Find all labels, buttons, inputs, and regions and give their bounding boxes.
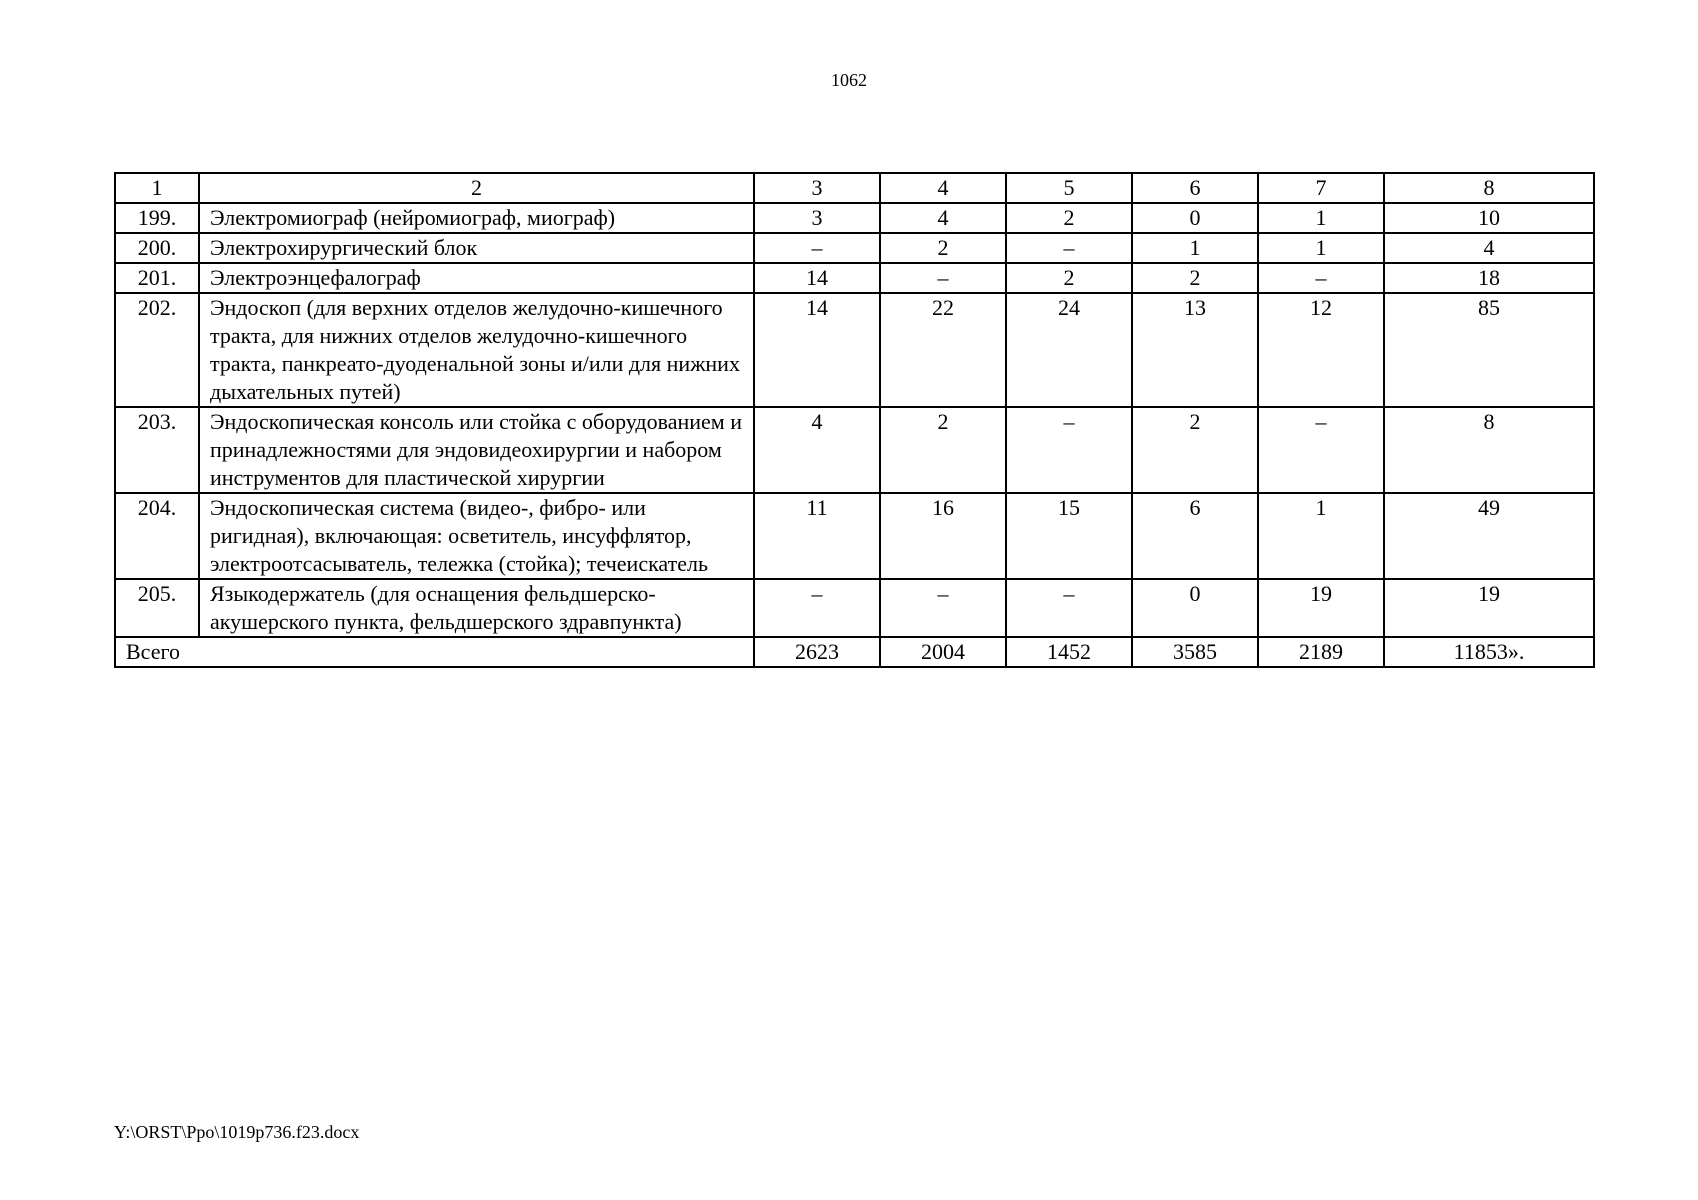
row-value: 4 [880, 203, 1006, 233]
row-value: 2 [1132, 407, 1258, 493]
header-cell: 7 [1258, 173, 1384, 203]
row-value: 16 [880, 493, 1006, 579]
row-value: 0 [1132, 579, 1258, 637]
row-value: – [1006, 579, 1132, 637]
row-value: – [1258, 407, 1384, 493]
header-cell: 1 [115, 173, 199, 203]
row-value: 14 [754, 263, 880, 293]
header-cell: 3 [754, 173, 880, 203]
row-total: 49 [1384, 493, 1594, 579]
row-value: 11 [754, 493, 880, 579]
row-total: 18 [1384, 263, 1594, 293]
grand-total: 11853». [1384, 637, 1594, 667]
table-header-row [115, 173, 1594, 203]
table-row [115, 579, 1594, 637]
row-value: 24 [1006, 293, 1132, 407]
table-row [115, 233, 1594, 263]
page-number: 1062 [831, 70, 867, 90]
total-value: 2623 [754, 637, 880, 667]
row-total: 19 [1384, 579, 1594, 637]
row-value: 22 [880, 293, 1006, 407]
header-cell: 6 [1132, 173, 1258, 203]
row-number: 201. [115, 263, 199, 293]
table-row [115, 493, 1594, 579]
row-number: 200. [115, 233, 199, 263]
row-total: 4 [1384, 233, 1594, 263]
row-value: 6 [1132, 493, 1258, 579]
row-number: 203. [115, 407, 199, 493]
table-total-row [115, 637, 1594, 667]
row-total: 85 [1384, 293, 1594, 407]
table-row [115, 203, 1594, 233]
row-name: Эндоскоп (для верхних отделов желудочно-кишечного тракта, для нижних отделов желудочно-кишечного тракта, панкреато-дуоденальной зоны и/или для нижних дыхательных путей) [199, 293, 754, 407]
row-total: 10 [1384, 203, 1594, 233]
table-row [115, 293, 1594, 407]
row-value: 1 [1132, 233, 1258, 263]
row-value: 2 [880, 233, 1006, 263]
total-label: Всего [115, 637, 754, 667]
total-value: 1452 [1006, 637, 1132, 667]
row-number: 199. [115, 203, 199, 233]
footer-file-path: Y:\ORST\Ppo\1019p736.f23.docx [114, 1122, 360, 1142]
row-total: 8 [1384, 407, 1594, 493]
row-number: 204. [115, 493, 199, 579]
row-value: 0 [1132, 203, 1258, 233]
total-value: 3585 [1132, 637, 1258, 667]
row-value: 2 [880, 407, 1006, 493]
row-value: 4 [754, 407, 880, 493]
row-value: 12 [1258, 293, 1384, 407]
table-row [115, 407, 1594, 493]
row-value: 14 [754, 293, 880, 407]
row-name: Электромиограф (нейромиограф, миограф) [199, 203, 754, 233]
row-value: 13 [1132, 293, 1258, 407]
header-cell: 8 [1384, 173, 1594, 203]
row-value: 2 [1006, 263, 1132, 293]
row-value: 19 [1258, 579, 1384, 637]
total-value: 2189 [1258, 637, 1384, 667]
row-value: – [1006, 233, 1132, 263]
row-value: 2 [1006, 203, 1132, 233]
row-number: 205. [115, 579, 199, 637]
equipment-table [114, 172, 1595, 668]
row-number: 202. [115, 293, 199, 407]
row-value: 1 [1258, 203, 1384, 233]
total-value: 2004 [880, 637, 1006, 667]
row-value: – [880, 263, 1006, 293]
row-value: – [754, 579, 880, 637]
header-cell: 2 [199, 173, 754, 203]
row-value: – [1258, 263, 1384, 293]
row-name: Электроэнцефалограф [199, 263, 754, 293]
row-value: – [1006, 407, 1132, 493]
row-value: 1 [1258, 233, 1384, 263]
row-name: Эндоскопическая консоль или стойка с оборудованием и принадлежностями для эндовидеохирургии и набором инструментов для пластической хирургии [199, 407, 754, 493]
row-name: Языкодержатель (для оснащения фельдшерско-акушерского пункта, фельдшерского здравпункта) [199, 579, 754, 637]
row-value: – [880, 579, 1006, 637]
row-name: Электрохирургический блок [199, 233, 754, 263]
table-row [115, 263, 1594, 293]
header-cell: 5 [1006, 173, 1132, 203]
row-name: Эндоскопическая система (видео-, фибро- или ригидная), включающая: осветитель, инсуффлятор, электроотсасыватель, тележка (стойка); течеискатель [199, 493, 754, 579]
row-value: – [754, 233, 880, 263]
row-value: 3 [754, 203, 880, 233]
row-value: 2 [1132, 263, 1258, 293]
row-value: 15 [1006, 493, 1132, 579]
row-value: 1 [1258, 493, 1384, 579]
header-cell: 4 [880, 173, 1006, 203]
